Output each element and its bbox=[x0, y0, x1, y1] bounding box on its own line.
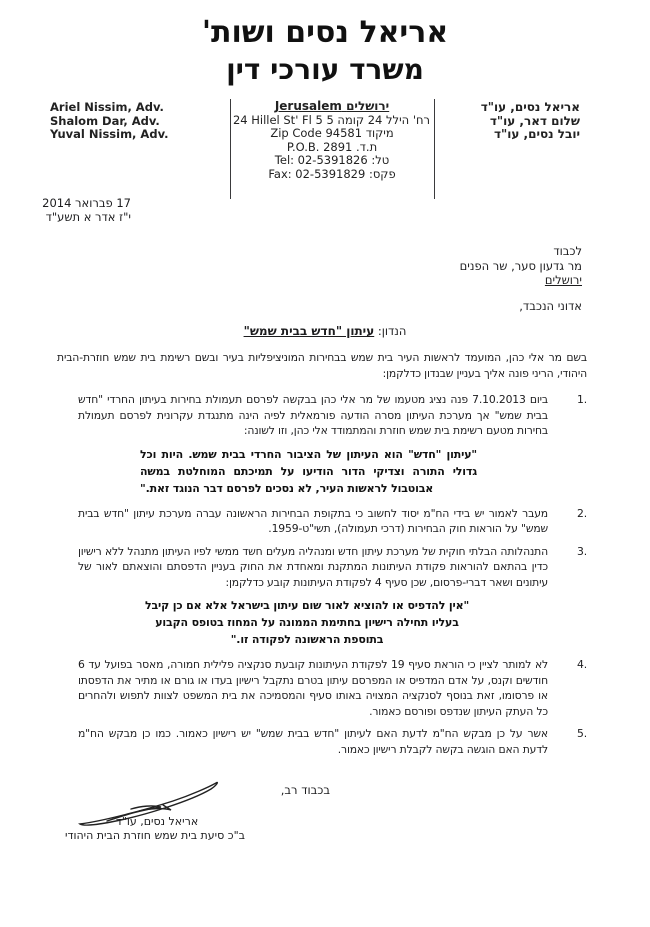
attorney-he: שלום דאר, עו"ד bbox=[489, 113, 580, 128]
list-item-4 bbox=[78, 657, 587, 719]
address-city bbox=[234, 100, 430, 114]
column-divider-right bbox=[434, 99, 435, 199]
street-english: 24 Hillel St' Fl 5 bbox=[232, 112, 323, 127]
address-pob bbox=[234, 141, 430, 155]
address-street bbox=[234, 114, 430, 128]
item-text: התנהלותה הבלתי חוקית של מערכת עיתון חדש ומנהליה מעלים חשד ממשי לפיו העיתון מתנהל ללא רישיון כדין בהתאם להוראות פקודת העיתונות המתקנת ומאחדת את החוק בעניין הדפסתם והוצאתם לאור של עיתונים ושאר דברי-פרסום, שכן סעיף 4 לפקודת העיתונות קובע כדלקמן: bbox=[78, 544, 548, 589]
firm-subtitle: משרד עורכי דין bbox=[226, 53, 424, 86]
zip-hebrew: מיקוד bbox=[365, 126, 394, 140]
recipient-city: ירושלים bbox=[544, 273, 582, 287]
column-divider-left bbox=[230, 99, 231, 199]
attorney-en: Yuval Nissim, Adv. bbox=[50, 127, 169, 141]
street-hebrew: רח' הילל 24 קומה 5 bbox=[326, 112, 430, 127]
firm-name: אריאל נסים ושות' bbox=[201, 15, 449, 50]
date-gregorian: 17 פברואר 2014 bbox=[42, 196, 131, 210]
item-number: 3. bbox=[576, 544, 587, 558]
newspaper-quote: "עיתון "חדש" הוא העיתון של הציבור החרדי בבית שמש. היות וכל גדולי התורה וצדיקי הדור הודיעו על תמיכתם המוחלטת במשה אבוטבול לראשות העיר, לא נסכים לפרסם דבר הנוגד זאת." bbox=[140, 447, 477, 495]
list-item-3 bbox=[78, 544, 587, 591]
closing-block bbox=[57, 777, 587, 857]
attorneys-hebrew bbox=[440, 101, 580, 142]
recipient-block bbox=[460, 244, 582, 288]
item-number: 4. bbox=[576, 658, 587, 671]
date-hebrew: י"ז אדר א תשע"ד bbox=[45, 210, 131, 224]
signer-name: אריאל נסים, עו"ד bbox=[115, 815, 199, 828]
subject-label: הנדון: bbox=[374, 324, 407, 338]
attorney-en: Shalom Dar, Adv. bbox=[50, 113, 160, 128]
tel-english: Tel: 02-5391826 bbox=[274, 153, 368, 167]
attorney-he: אריאל נסים, עו"ד bbox=[480, 100, 580, 114]
item-number: 2. bbox=[576, 506, 587, 520]
list-item-5 bbox=[78, 726, 587, 757]
item-text: מעבר לאמור יש בידי הח"מ יסוד לחשוב כי בתקופת הבחירות הראשונה עברה מערכת עיתון "חדש בבית שמש" על הוראות חוק הבחירות (דרכי תעמולה), תשי"ט-1959. bbox=[78, 506, 548, 535]
recipient-name: מר גדעון סער, שר הפנים bbox=[459, 258, 582, 273]
fax-hebrew: פקס: bbox=[368, 166, 396, 181]
subject-line bbox=[0, 324, 650, 338]
closing-phrase: בכבוד רב, bbox=[280, 783, 330, 797]
list-item-2 bbox=[78, 506, 587, 537]
item-text: אשר על כן מבקש הח"מ לדעת האם לעיתון "חדש בבית שמש" יש רישיון כאמור. כמו כן מבקש הח"מ לדעת האם הוגשה בקשה לקבלת רישיון כאמור. bbox=[78, 727, 548, 756]
intro-paragraph: בשם מר אלי כהן, המועמד לראשות העיר בית שמש בבחירות המוניציפליות בעיר ובשם רשימת בית שמש חוזרת-הבית היהודי, הריני פונה אליך בעניין שבנדון כדלקמן: bbox=[57, 351, 587, 380]
letterhead-title bbox=[0, 14, 650, 88]
attorneys-english bbox=[50, 101, 169, 142]
recipient-honorific: לכבוד bbox=[553, 244, 582, 258]
address-zip bbox=[234, 127, 430, 141]
attorney-he: יובל נסים, עו"ד bbox=[493, 127, 580, 141]
zip-english: Zip Code 94581 bbox=[270, 126, 363, 140]
address-fax bbox=[234, 168, 430, 182]
fax-english: Fax: 02-5391829 bbox=[268, 166, 366, 181]
attorney-en: Ariel Nissim, Adv. bbox=[50, 100, 164, 114]
pob-hebrew: ת.ד. bbox=[356, 139, 378, 154]
address-block bbox=[234, 100, 430, 181]
subject-title: עיתון "חדש בבית שמש" bbox=[243, 324, 375, 338]
item-text: ביום 7.10.2013 פנה נציג מטעמו של מר אלי כהן בבקשה לפרסם תעמולת בחירות בעיתון החרדי "חדש בבית שמש" אך מערכת העיתון מסרה הודעה פורמאלית לפיה הינה מתנגדת עקרונית לפרסם תעמולת בחירות מטעם רשימת בית שמש חוזרת והמתמודד אלי כהן, וזו לשונה: bbox=[78, 393, 549, 437]
address-tel bbox=[234, 154, 430, 168]
salutation: אדוני הנכבד, bbox=[519, 299, 582, 313]
item-number: 1. bbox=[576, 393, 587, 406]
list-item-1 bbox=[78, 392, 587, 439]
item-number: 5. bbox=[576, 727, 587, 740]
date-block bbox=[42, 196, 131, 224]
signer-role: ב"כ סיעת בית שמש חוזרת הבית היהודי bbox=[65, 829, 245, 842]
pob-english: P.O.B. 2891 bbox=[286, 139, 353, 154]
city-hebrew: ירושלים bbox=[346, 99, 390, 113]
letter-body bbox=[57, 350, 587, 857]
item-text: לא למותר לציין כי הוראת סעיף 19 לפקודת העיתונות קובעת סנקציה פלילית חמורה, מאסר בפועל עד 6 חודשים וקנס, על אדם המדפיס או המפרסם עיתון בטרם נתקבל רישיון בעדו או גורם או מתיר את הדפסתו או פרסומו, זאת בנוסף לסנקציה המצויה באותו סעיף והמסמיכה את בית המשפט לצוות לתפוש ולהחרים כל העתק העיתון שנדפס ופורסם כאמור. bbox=[78, 658, 549, 718]
tel-hebrew: טל: bbox=[371, 153, 390, 167]
ordinance-quote: "אין להדפיס או להוציא לאור שום עיתון בישראל אלא אם כן קיבל בעליו תחילה רישיון בחתימת הממונה על המחוז בטופס הקבוע בתוספת הראשונה לפקודה זו." bbox=[144, 599, 470, 646]
city-english: Jerusalem bbox=[274, 99, 342, 113]
